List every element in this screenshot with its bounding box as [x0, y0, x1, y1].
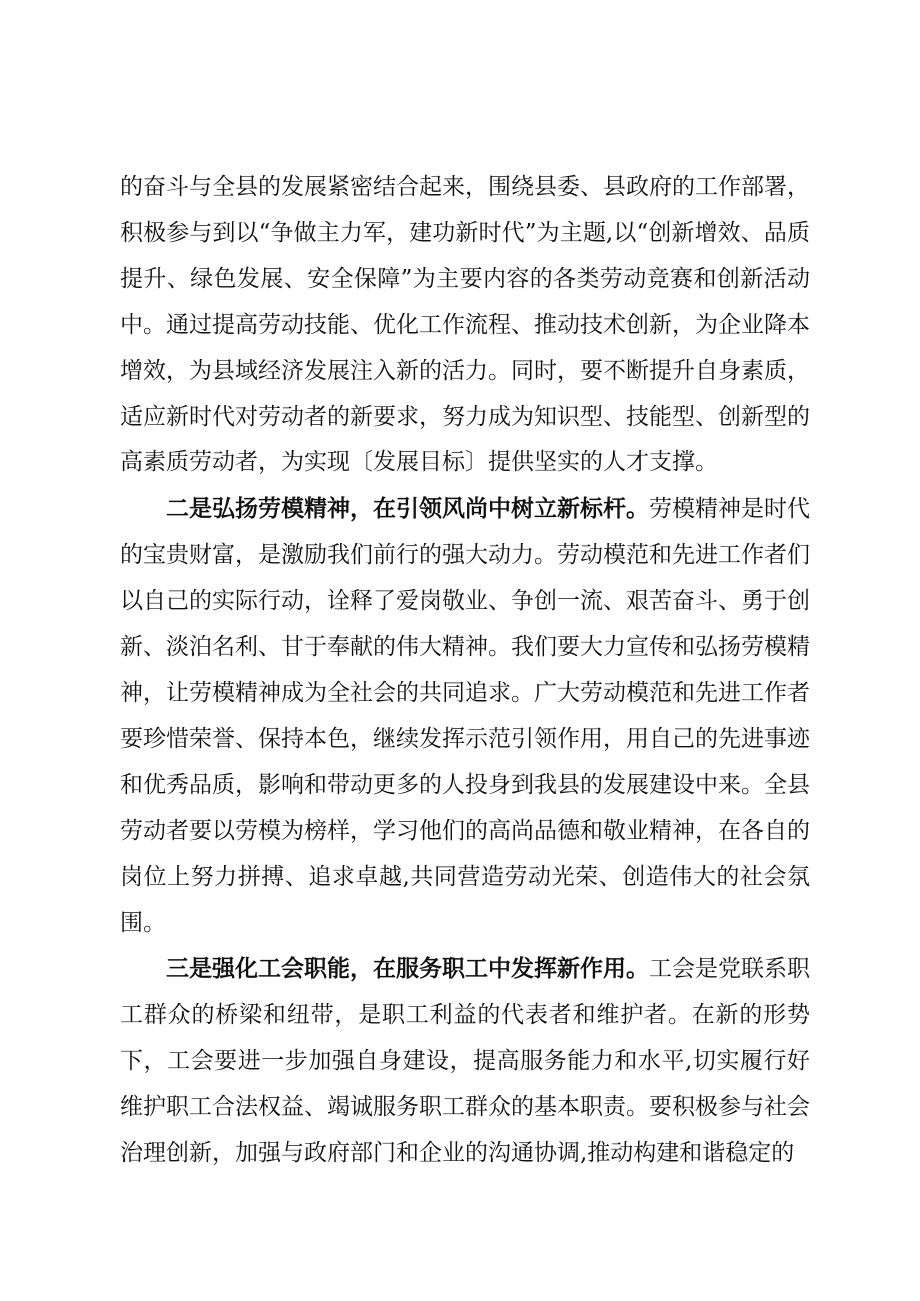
- paragraph-text: 的奋斗与全县的发展紧密结合起来，围绕县委、县政府的工作部署，积极参与到以“争做主力军，建功新时代”为主题,以“创新增效、品质提升、绿色发展、安全保障”为主要内容的各类劳动竞赛和创新活动中。通过提高劳动技能、优化工作流程、推动技术创新，为企业降本增效，为县域经济发展注入新的活力。同时，要不断提升自身素质，适应新时代对劳动者的新要求，努力成为知识型、技能型、创新型的高素质劳动者，为实现〔发展目标〕提供坚实的人才支撑。: [120, 174, 810, 476]
- paragraph-continuation: [120, 165, 810, 486]
- paragraph-union-function: [120, 946, 810, 1177]
- paragraph-text: 劳模精神是时代的宝贵财富，是激励我们前行的强大动力。劳动模范和先进工作者们以自己的实际行动，诠释了爱岗敬业、争创一流、艰苦奋斗、勇于创新、淡泊名利、甘于奉献的伟大精神。我们要大力宣传和弘扬劳模精神，让劳模精神成为全社会的共同追求。广大劳动模范和先进工作者要珍惜荣誉、保持本色，继续发挥示范引领作用，用自己的先进事迹和优秀品质，影响和带动更多的人投身到我县的发展建设中来。全县劳动者要以劳模为榜样，学习他们的高尚品德和敬业精神，在各自的岗位上努力拼搏、追求卓越,共同营造劳动光荣、创造伟大的社会氛围。: [120, 496, 810, 936]
- body-text: [120, 165, 810, 1177]
- paragraph-text: 工会是党联系职工群众的桥梁和纽带，是职工利益的代表者和维护者。在新的形势下，工会要进一步加强自身建设，提高服务能力和水平,切实履行好维护职工合法权益、竭诚服务职工群众的基本职责。要积极参与社会治理创新，加强与政府部门和企业的沟通协调,推动构建和谐稳定的: [120, 956, 810, 1167]
- paragraph-labor-model-spirit: [120, 486, 810, 946]
- paragraph-heading: 二是弘扬劳模精神，在引领风尚中树立新标杆。: [166, 495, 649, 523]
- paragraph-heading: 三是强化工会职能，在服务职工中发挥新作用。: [166, 955, 649, 983]
